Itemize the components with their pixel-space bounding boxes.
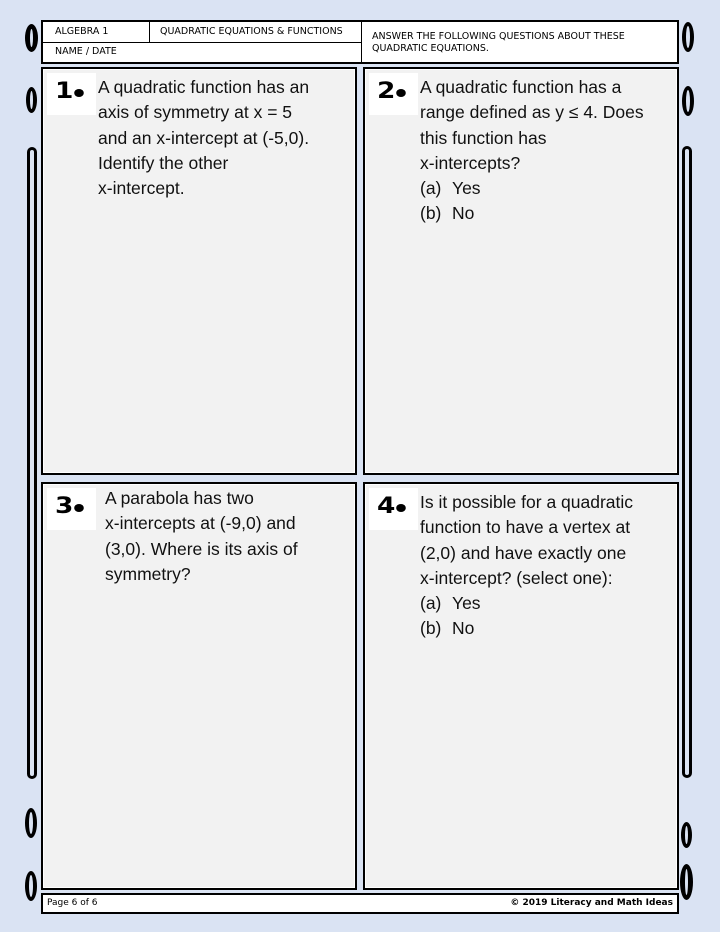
binder-loop-icon: [27, 147, 37, 779]
question-line: x-intercepts?: [420, 152, 521, 173]
question-line: range defined as y ≤ 4. Does: [420, 102, 644, 123]
course-label: ALGEBRA 1: [43, 22, 150, 43]
question-panel-4[interactable]: [363, 482, 679, 890]
option-text: Yes: [452, 178, 481, 199]
binder-ring-icon: [682, 22, 694, 52]
question-text: [420, 75, 644, 227]
question-line: function to have a vertex at: [420, 517, 631, 538]
answer-option-b[interactable]: [420, 616, 633, 641]
question-line: A quadratic function has an: [98, 77, 310, 97]
question-number: 4: [377, 492, 406, 522]
question-text: [98, 75, 309, 201]
question-number: 2: [377, 77, 406, 107]
option-text: Yes: [452, 593, 481, 614]
question-line: axis of symmetry at x = 5: [98, 102, 293, 123]
question-number-badge: [47, 488, 96, 530]
answer-option-a[interactable]: [420, 176, 644, 201]
binder-ring-icon: [680, 864, 693, 900]
option-label: (b): [420, 203, 442, 224]
page-indicator: Page 6 of 6: [47, 898, 98, 908]
binder-ring-icon: [26, 87, 37, 113]
question-line: x-intercept.: [98, 178, 185, 199]
question-line: this function has: [420, 127, 547, 148]
binder-ring-icon: [25, 808, 37, 838]
question-number-badge: [369, 73, 418, 115]
question-panel-1[interactable]: [41, 67, 357, 475]
question-number: 1: [55, 77, 84, 107]
copyright-notice: © 2019 Literacy and Math Ideas: [510, 898, 673, 908]
worksheet-header: [41, 20, 679, 64]
question-text: [105, 486, 298, 587]
question-line: x-intercept? (select one):: [420, 567, 613, 588]
question-line: x-intercepts at (-9,0) and: [105, 513, 296, 534]
question-text: [420, 490, 633, 642]
question-panel-3[interactable]: [41, 482, 357, 890]
question-line: and an x-intercept at (-5,0).: [98, 127, 310, 148]
question-number-badge: [47, 73, 96, 115]
binder-ring-icon: [25, 24, 38, 52]
binder-ring-icon: [681, 822, 692, 848]
question-line: Is it possible for a quadratic: [420, 492, 634, 512]
question-line: A parabola has two: [105, 488, 254, 508]
answer-option-a[interactable]: [420, 591, 633, 616]
option-label: (b): [420, 618, 442, 639]
question-number-badge: [369, 488, 418, 530]
binder-ring-icon: [682, 86, 694, 116]
question-number: 3: [55, 492, 84, 522]
option-label: (a): [420, 178, 442, 199]
question-panel-2[interactable]: [363, 67, 679, 475]
binder-loop-icon: [682, 146, 692, 778]
option-text: No: [452, 618, 475, 639]
option-label: (a): [420, 593, 442, 614]
binder-ring-icon: [25, 871, 37, 901]
question-line: (3,0). Where is its axis of: [105, 538, 298, 559]
name-date-field[interactable]: NAME / DATE: [43, 43, 362, 62]
answer-option-b[interactable]: [420, 201, 644, 226]
worksheet-footer: [41, 893, 679, 914]
topic-label: QUADRATIC EQUATIONS & FUNCTIONS: [150, 22, 362, 43]
option-text: No: [452, 203, 475, 224]
question-line: Identify the other: [98, 152, 229, 173]
question-line: (2,0) and have exactly one: [420, 542, 627, 563]
instructions: ANSWER THE FOLLOWING QUESTIONS ABOUT THESE QUADRATIC EQUATIONS.: [372, 31, 625, 54]
question-line: symmetry?: [105, 563, 191, 584]
question-line: A quadratic function has a: [420, 77, 622, 97]
